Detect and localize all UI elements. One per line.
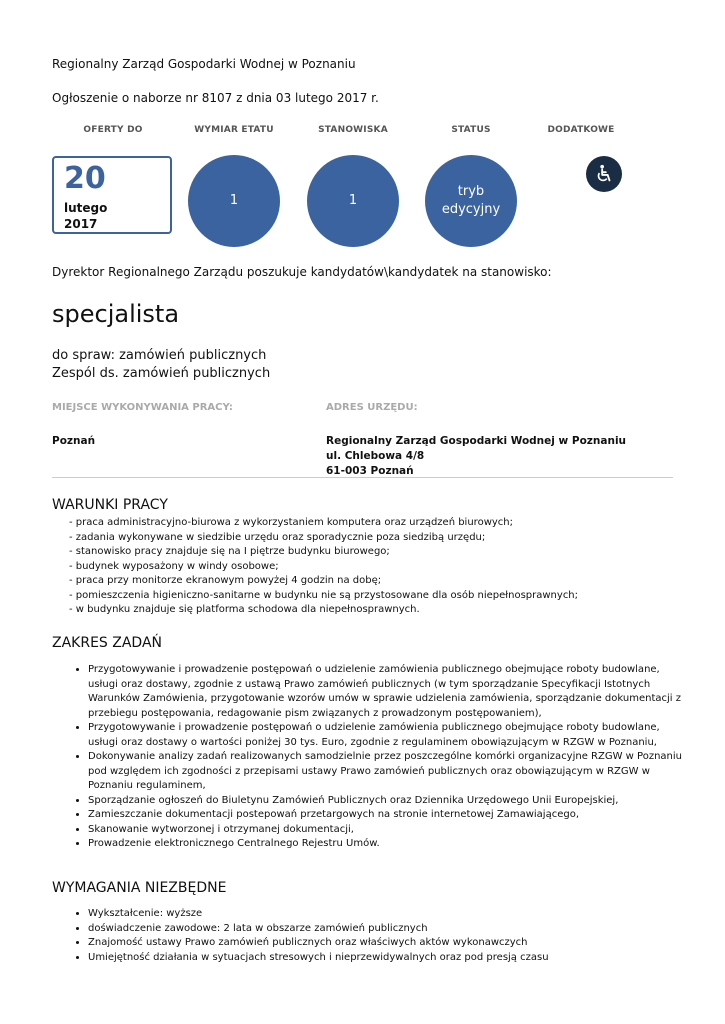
header-fte: WYMIAR ETATU [194,125,274,135]
address-line: ul. Chlebowa 4/8 [326,450,425,462]
list-item: - zadania wykonywane w siedzibie urzędu oraz sporadycznie poza siedzibą urzędu; [69,531,486,543]
duties-list [76,663,688,852]
status-value-line2: edycyjny [441,202,501,217]
intro-text: Dyrektor Regionalnego Zarządu poszukuje kandydatów\kandydatek na stanowisko: [52,265,552,279]
fte-value: 1 [229,193,239,208]
list-item: - praca przy monitorze ekranowym powyżej 4 godzin na dobę; [69,575,382,586]
list-item: • Skanowanie wytworzonej i otrzymanej dokumentacji, [88,823,688,838]
fte-circle [188,155,280,247]
list-item: - stanowisko pracy znajduje się na I piętrze budynku biurowego; [69,546,390,557]
workplace-label: MIEJSCE WYKONYWANIA PRACY: [52,402,233,413]
list-item: • doświadczenie zawodowe: 2 lata w obszarze zamówień publicznych [88,922,688,937]
wheelchair-icon [586,156,622,192]
department-line1: do spraw: zamówień publicznych [52,348,267,363]
status-circle [425,155,517,247]
address-block [326,434,626,479]
address-label: ADRES URZĘDU: [326,402,418,413]
deadline-year: 2017 [64,217,98,231]
list-item: • Przygotowywanie i prowadzenie postępowań o udzielenie zamówienia publicznego obejmujące roboty budowlane, usługi oraz dostawy, zgodnie z ustawą Prawo zamówień publicznych (w tym sporządzanie Specyfikacji Istotnych Warunków Zamówienia, przygotowanie wzorów umów w sprawie udzielenia zamówienia, sporządzanie dokumentacji z przebiegu postępowania, redagowanie pism związanych z prowadzonym postępowaniem), [88,663,688,721]
address-line: 61-003 Poznań [326,465,414,477]
deadline-month: lutego [64,201,108,215]
position-title: specjalista [52,300,180,328]
header-positions: STANOWISKA [318,125,388,135]
duties-title: ZAKRES ZADAŃ [52,635,163,651]
conditions-list [69,516,679,618]
conditions-title: WARUNKI PRACY [52,497,168,513]
list-item: - praca administracyjno-biurowa z wykorzystaniem komputera oraz urządzeń biurowych; [69,517,513,528]
list-item: • Przygotowywanie i prowadzenie postępowań o udzielenie zamówienia publicznego obejmujące roboty budowlane, usługi oraz dostawy o wartości poniżej 30 tys. Euro, zgodnie z regulaminem obowiązującym w RZGW w Poznaniu, [88,721,688,750]
deadline-box [52,156,172,234]
list-item: • Prowadzenie elektronicznego Centralnego Rejestru Umów. [88,837,688,852]
requirements-title: WYMAGANIA NIEZBĘDNE [52,880,227,896]
positions-circle [307,155,399,247]
institution-name: Regionalny Zarząd Gospodarki Wodnej w Poznaniu [52,57,356,71]
list-item: • Sporządzanie ogłoszeń do Biuletynu Zamówień Publicznych oraz Dziennika Urzędowego Unii Europejskiej, [88,794,688,809]
list-item: - w budynku znajduje się platforma schodowa dla niepełnosprawnych. [69,604,420,615]
list-item: • Wykształcenie: wyższe [88,907,688,922]
list-item: - budynek wyposażony w windy osobowe; [69,560,279,572]
list-item: - pomieszczenia higieniczno-sanitarne w budynku nie są przystosowane dla osób niepełnosprawnych; [69,589,579,601]
deadline-day: 20 [64,161,106,196]
workplace-value: Poznań [52,435,96,447]
status-value-line1: tryb [457,184,485,199]
header-offers-to: OFERTY DO [83,125,143,135]
announcement-title: Ogłoszenie o naborze nr 8107 z dnia 03 lutego 2017 r. [52,91,379,105]
requirements-list [76,907,688,965]
list-item: • Dokonywanie analizy zadań realizowanych samodzielnie przez poszczególne komórki organizacyjne RZGW w Poznaniu pod względem ich zgodności z przepisami ustawy Prawo zamówień publicznych oraz obowiązującym w RZGW w Poznaniu regulaminem, [88,750,688,794]
header-status: STATUS [451,125,491,135]
address-line: Regionalny Zarząd Gospodarki Wodnej w Poznaniu [326,435,627,447]
divider [52,477,673,478]
header-extras: DODATKOWE [547,125,615,135]
positions-value: 1 [348,193,358,208]
list-item: • Umiejętność działania w sytuacjach stresowych i nieprzewidywalnych oraz pod presją czasu [88,951,688,966]
list-item: • Znajomość ustawy Prawo zamówień publicznych oraz właściwych aktów wykonawczych [88,936,688,951]
department-line2: Zespól ds. zamówień publicznych [52,366,271,381]
list-item: • Zamieszczanie dokumentacji postepowań przetargowych na stronie internetowej Zamawiającego, [88,808,688,823]
